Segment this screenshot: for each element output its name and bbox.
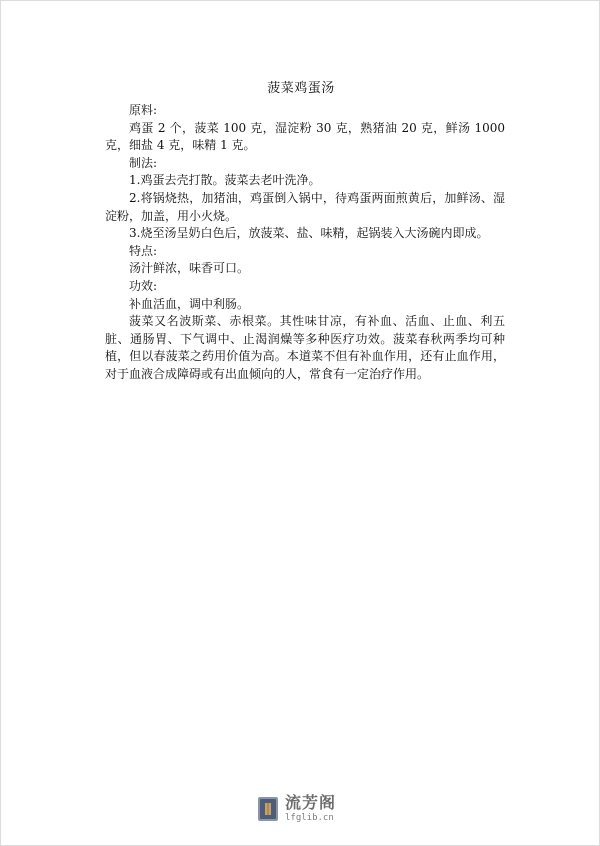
method-step-1: 1.鸡蛋去壳打散。菠菜去老叶洗净。 xyxy=(129,173,321,188)
watermark-url: lfglib.cn xyxy=(285,813,334,823)
document-body xyxy=(105,102,505,384)
features-text: 汤汁鲜浓，味香可口。 xyxy=(129,261,250,276)
document-title: 菠菜鸡蛋汤 xyxy=(267,81,335,96)
section-label-method: 制法: xyxy=(129,155,158,170)
site-watermark xyxy=(257,795,336,823)
section-label-effects: 功效: xyxy=(129,278,158,293)
description-paragraph: 菠菜又名波斯菜、赤根菜。其性味甘凉，有补血、活血、止血、利五脏、通肠胃、下气调中、止渴润燥等多种医疗功效。菠菜春秋两季均可种植，但以春菠菜之药用价值为高。本道菜不但有补血作用，还有止血作用，对于血液合成障碍或有出血倾向的人，常食有一定治疗作用。 xyxy=(105,314,505,381)
book-icon xyxy=(257,796,279,822)
watermark-name: 流芳阁 xyxy=(285,793,337,812)
section-label-ingredients: 原料: xyxy=(129,103,158,117)
section-label-features: 特点: xyxy=(129,243,158,258)
method-step-3: 3.烧至汤呈奶白色后，放菠菜、盐、味精，起锅装入大汤碗内即成。 xyxy=(129,226,489,241)
method-step-2: 2.将锅烧热，加猪油，鸡蛋倒入锅中，待鸡蛋两面煎黄后，加鲜汤、湿淀粉，加盖，用小火烧。 xyxy=(105,190,505,223)
ingredients-text: 鸡蛋 2 个，菠菜 100 克，湿淀粉 30 克，熟猪油 20 克，鲜汤 1000 克，细盐 4 克，味精 1 克。 xyxy=(105,120,505,153)
effects-text: 补血活血，调中利肠。 xyxy=(129,296,250,311)
